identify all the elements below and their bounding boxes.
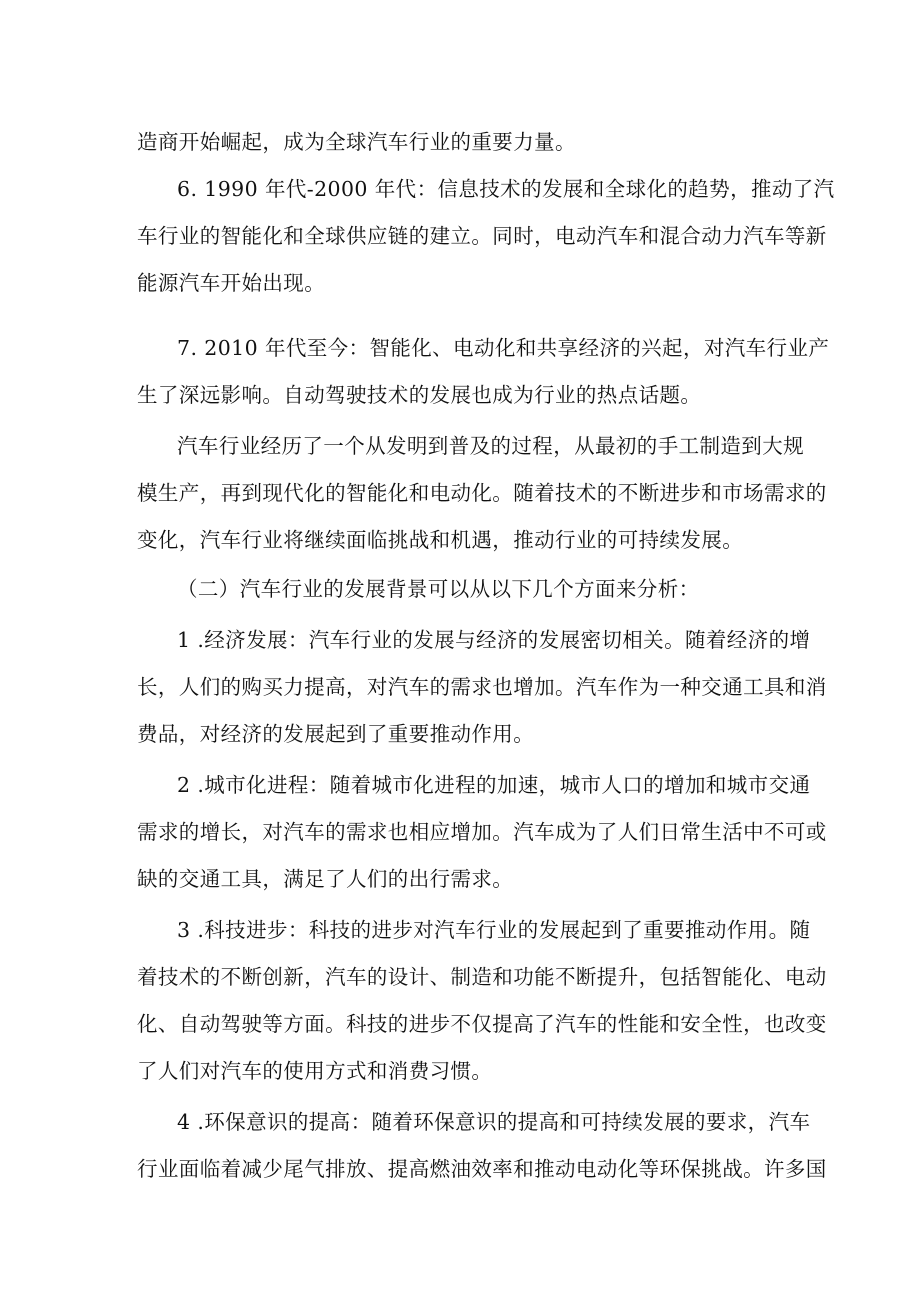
text-line: 1 .经济发展：汽车行业的发展与经济的发展密切相关。随着经济的增 [177, 628, 811, 652]
text-line: 着技术的不断创新，汽车的设计、制造和功能不断提升，包括智能化、电动 [137, 965, 827, 989]
section-heading: （二）汽车行业的发展背景可以从以下几个方面来分析： [177, 577, 700, 601]
text-line: 能源汽车开始出现。 [137, 271, 326, 295]
text-line: 需求的增长，对汽车的需求也相应增加。汽车成为了人们日常生活中不可或 [137, 820, 827, 844]
text-line: 6. 1990 年代-2000 年代：信息技术的发展和全球化的趋势，推动了汽 [177, 177, 835, 201]
text-line: 2 .城市化进程：随着城市化进程的加速，城市人口的增加和城市交通 [177, 773, 811, 797]
text-line: 模生产，再到现代化的智能化和电动化。随着技术的不断进步和市场需求的 [137, 481, 827, 505]
text-line: 汽车行业经历了一个从发明到普及的过程，从最初的手工制造到大规 [177, 434, 804, 458]
text-line: 化、自动驾驶等方面。科技的进步不仅提高了汽车的性能和安全性，也改变 [137, 1012, 827, 1036]
text-line: 生了深远影响。自动驾驶技术的发展也成为行业的热点话题。 [137, 383, 702, 407]
text-line: 了人们对汽车的使用方式和消费习惯。 [137, 1059, 493, 1083]
text-line: 长，人们的购买力提高，对汽车的需求也增加。汽车作为一种交通工具和消 [137, 675, 827, 699]
text-line: 造商开始崛起，成为全球汽车行业的重要力量。 [137, 130, 576, 154]
text-line: 3 .科技进步：科技的进步对汽车行业的发展起到了重要推动作用。随 [177, 918, 811, 942]
text-line: 4 .环保意识的提高：随着环保意识的提高和可持续发展的要求，汽车 [177, 1110, 811, 1134]
text-line: 7. 2010 年代至今：智能化、电动化和共享经济的兴起，对汽车行业产 [177, 336, 830, 360]
text-line: 缺的交通工具，满足了人们的出行需求。 [137, 867, 514, 891]
text-line: 行业面临着减少尾气排放、提高燃油效率和推动电动化等环保挑战。许多国 [137, 1157, 827, 1181]
text-line: 车行业的智能化和全球供应链的建立。同时，电动汽车和混合动力汽车等新 [137, 224, 827, 248]
text-line: 费品，对经济的发展起到了重要推动作用。 [137, 722, 535, 746]
text-line: 变化，汽车行业将继续面临挑战和机遇，推动行业的可持续发展。 [137, 528, 744, 552]
